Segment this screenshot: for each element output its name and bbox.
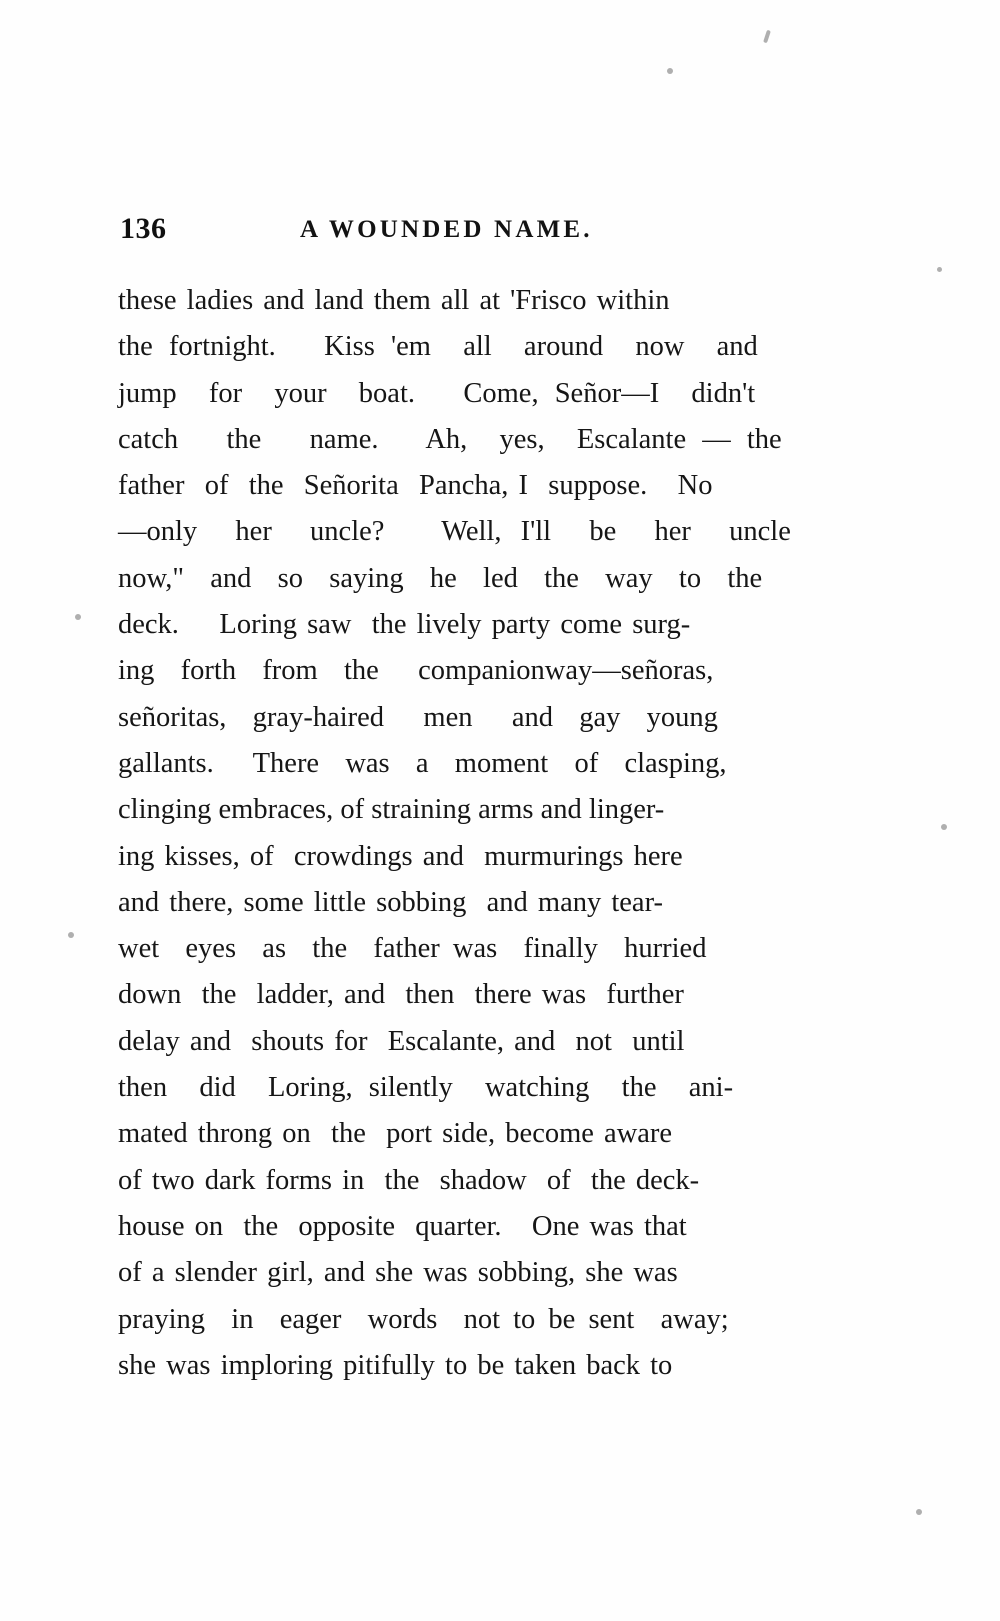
text-line: these ladies and land them all at 'Frisco within [118, 285, 670, 316]
text-line: ing forth from the companionway—señoras, [118, 655, 714, 687]
page-number: 136 [120, 212, 167, 245]
text-line: ing kisses, of crowdings and murmurings here [118, 840, 683, 872]
text-line: then did Loring, silently watching the ani- [118, 1072, 734, 1104]
text-line: gallants. There was a moment of clasping, [118, 747, 727, 779]
scan-speck [941, 824, 947, 830]
text-line: of a slender girl, and she was sobbing, she was [118, 1257, 678, 1289]
text-line: deck. Loring saw the lively party come surg- [118, 609, 691, 641]
body-text [118, 278, 808, 1389]
text-line: wet eyes as the father was finally hurried [118, 933, 707, 965]
scan-speck [763, 30, 771, 44]
scan-speck [937, 267, 942, 272]
text-line: clinging embraces, of straining arms and linger- [118, 794, 665, 826]
text-line: down the ladder, and then there was further [118, 979, 684, 1011]
text-line: now," and so saying he led the way to the [118, 562, 763, 594]
text-line: of two dark forms in the shadow of the deck- [118, 1164, 700, 1196]
scan-speck [667, 68, 673, 74]
text-line: delay and shouts for Escalante, and not until [118, 1025, 685, 1057]
scan-speck [75, 614, 81, 620]
text-line: —only her uncle? Well, I'll be her uncle [118, 516, 791, 548]
text-line: señoritas, gray-haired men and gay young [118, 701, 718, 733]
text-line: father of the Señorita Pancha, I suppose. No [118, 470, 713, 502]
text-line: she was imploring pitifully to be taken back to [118, 1349, 673, 1381]
scan-speck [68, 932, 74, 938]
text-line: catch the name. Ah, yes, Escalante — the [118, 423, 782, 455]
running-head [120, 212, 820, 252]
text-line: the fortnight. Kiss 'em all around now and [118, 331, 758, 363]
text-line: house on the opposite quarter. One was that [118, 1210, 687, 1242]
text-line: mated throng on the port side, become aware [118, 1118, 673, 1150]
text-line: jump for your boat. Come, Señor—I didn't [118, 377, 756, 409]
text-line: and there, some little sobbing and many tear- [118, 886, 663, 918]
text-line: praying in eager words not to be sent away; [118, 1303, 729, 1335]
scan-speck [916, 1509, 922, 1515]
running-head-title: A WOUNDED NAME. [300, 216, 593, 243]
